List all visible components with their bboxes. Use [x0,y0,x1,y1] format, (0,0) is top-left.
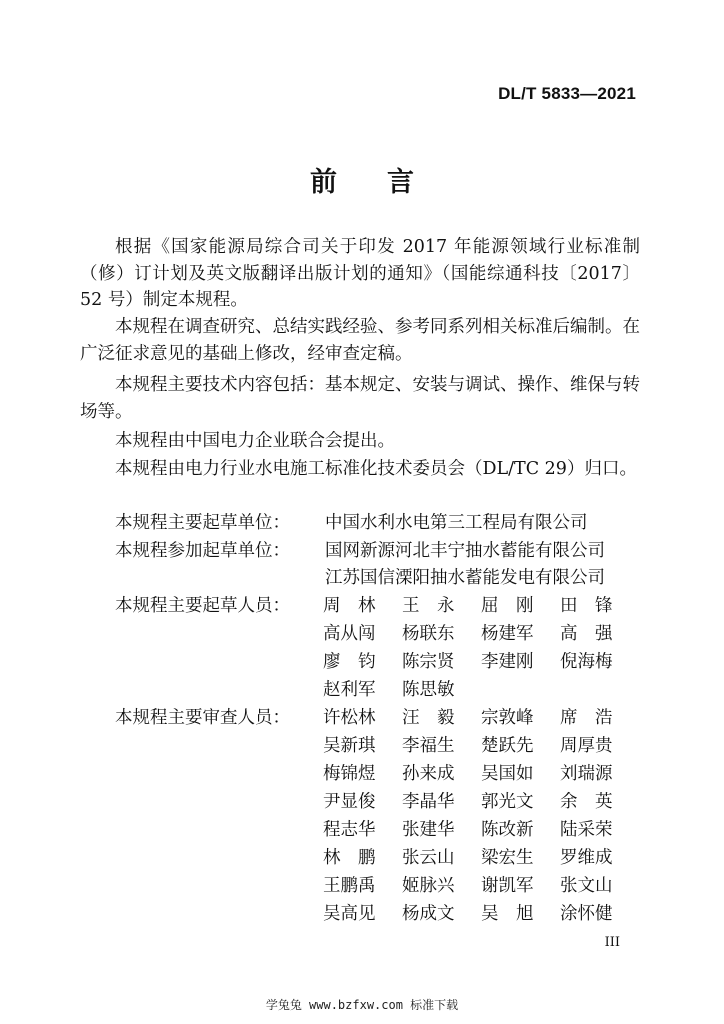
participating-units-label: 本规程参加起草单位： [115,541,290,561]
reviewer-name: 张建华 [402,820,455,840]
page-title [0,160,724,199]
reviewer-name: 汪 毅 [402,708,455,728]
reviewer-name: 周厚贵 [560,736,613,756]
drafter-name: 田 锋 [560,596,613,616]
participating-unit-1: 国网新源河北丰宁抽水蓄能有限公司 [325,541,605,561]
reviewer-name: 孙来成 [402,764,455,784]
reviewer-name: 吴国如 [481,764,534,784]
reviewer-name: 罗维成 [560,848,613,868]
drafter-name: 杨建军 [481,624,534,644]
drafter-name: 廖 钧 [323,652,376,672]
paragraph-5: 本规程由电力行业水电施工标准化技术委员会（DL/TC 29）归口。 [115,459,637,479]
main-reviewers-label: 本规程主要审查人员： [115,708,290,728]
reviewer-name: 余 英 [560,792,613,812]
main-drafters-label: 本规程主要起草人员： [115,596,290,616]
title-char-1: 前 [310,167,337,198]
reviewer-name: 涂怀健 [560,904,613,924]
reviewer-name: 吴 旭 [481,904,534,924]
reviewer-name: 楚跃先 [481,736,534,756]
reviewer-name: 吴高见 [323,904,376,924]
drafter-name: 陈宗贤 [402,652,455,672]
reviewer-name: 郭光文 [481,792,534,812]
reviewer-name: 梅锦煜 [323,764,376,784]
participating-unit-2: 江苏国信溧阳抽水蓄能发电有限公司 [325,568,605,588]
reviewer-name: 李晶华 [402,792,455,812]
drafter-name: 杨联东 [402,624,455,644]
reviewer-name: 李福生 [402,736,455,756]
reviewer-name: 陈改新 [481,820,534,840]
main-drafters-list [323,592,639,704]
main-drafting-unit-value: 中国水利水电第三工程局有限公司 [325,513,588,533]
reviewer-name: 王鹏禹 [323,876,376,896]
reviewer-name: 张云山 [402,848,455,868]
drafter-name: 高从闯 [323,624,376,644]
paragraph-4: 本规程由中国电力企业联合会提出。 [115,431,395,451]
main-drafting-unit-label: 本规程主要起草单位： [115,513,290,533]
standard-code: DL/T 5833—2021 [498,84,636,103]
main-reviewers-list [323,704,639,928]
drafter-name: 陈思敏 [402,680,455,700]
paragraph-3: 本规程主要技术内容包括：基本规定、安装与调试、操作、维保与转场等。 [80,375,640,422]
paragraph-2: 本规程在调查研究、总结实践经验、参考同系列相关标准后编制。在广泛征求意见的基础上修改，经审查定稿。 [80,317,640,364]
title-char-2: 言 [387,167,414,198]
reviewer-name: 刘瑞源 [560,764,613,784]
reviewer-name: 程志华 [323,820,376,840]
reviewer-name: 梁宏生 [481,848,534,868]
reviewer-name: 尹显俊 [323,792,376,812]
drafter-name: 赵利军 [323,680,376,700]
drafter-name: 倪海梅 [560,652,613,672]
drafter-name: 王 永 [402,596,455,616]
reviewer-name: 杨成文 [402,904,455,924]
reviewer-name: 许松林 [323,708,376,728]
reviewer-name: 宗敦峰 [481,708,534,728]
drafter-name: 李建刚 [481,652,534,672]
reviewer-name: 张文山 [560,876,613,896]
drafter-name: 屈 刚 [481,596,534,616]
reviewer-name: 谢凯军 [481,876,534,896]
reviewer-name: 姬脉兴 [402,876,455,896]
reviewer-name: 吴新琪 [323,736,376,756]
reviewer-name: 席 浩 [560,708,613,728]
drafter-name: 高 强 [560,624,613,644]
page-number: III [604,935,620,950]
drafter-name: 周 林 [323,596,376,616]
reviewer-name: 林 鹏 [323,848,376,868]
footer-watermark: 学兔兔 www.bzfxw.com 标准下载 [265,998,459,1012]
paragraph-1: 根据《国家能源局综合司关于印发 2017 年能源领域行业标准制（修）订计划及英文版翻译出版计划的通知》（国能综通科技〔2017〕52 号）制定本规程。 [80,237,640,310]
reviewer-name: 陆采荣 [560,820,613,840]
